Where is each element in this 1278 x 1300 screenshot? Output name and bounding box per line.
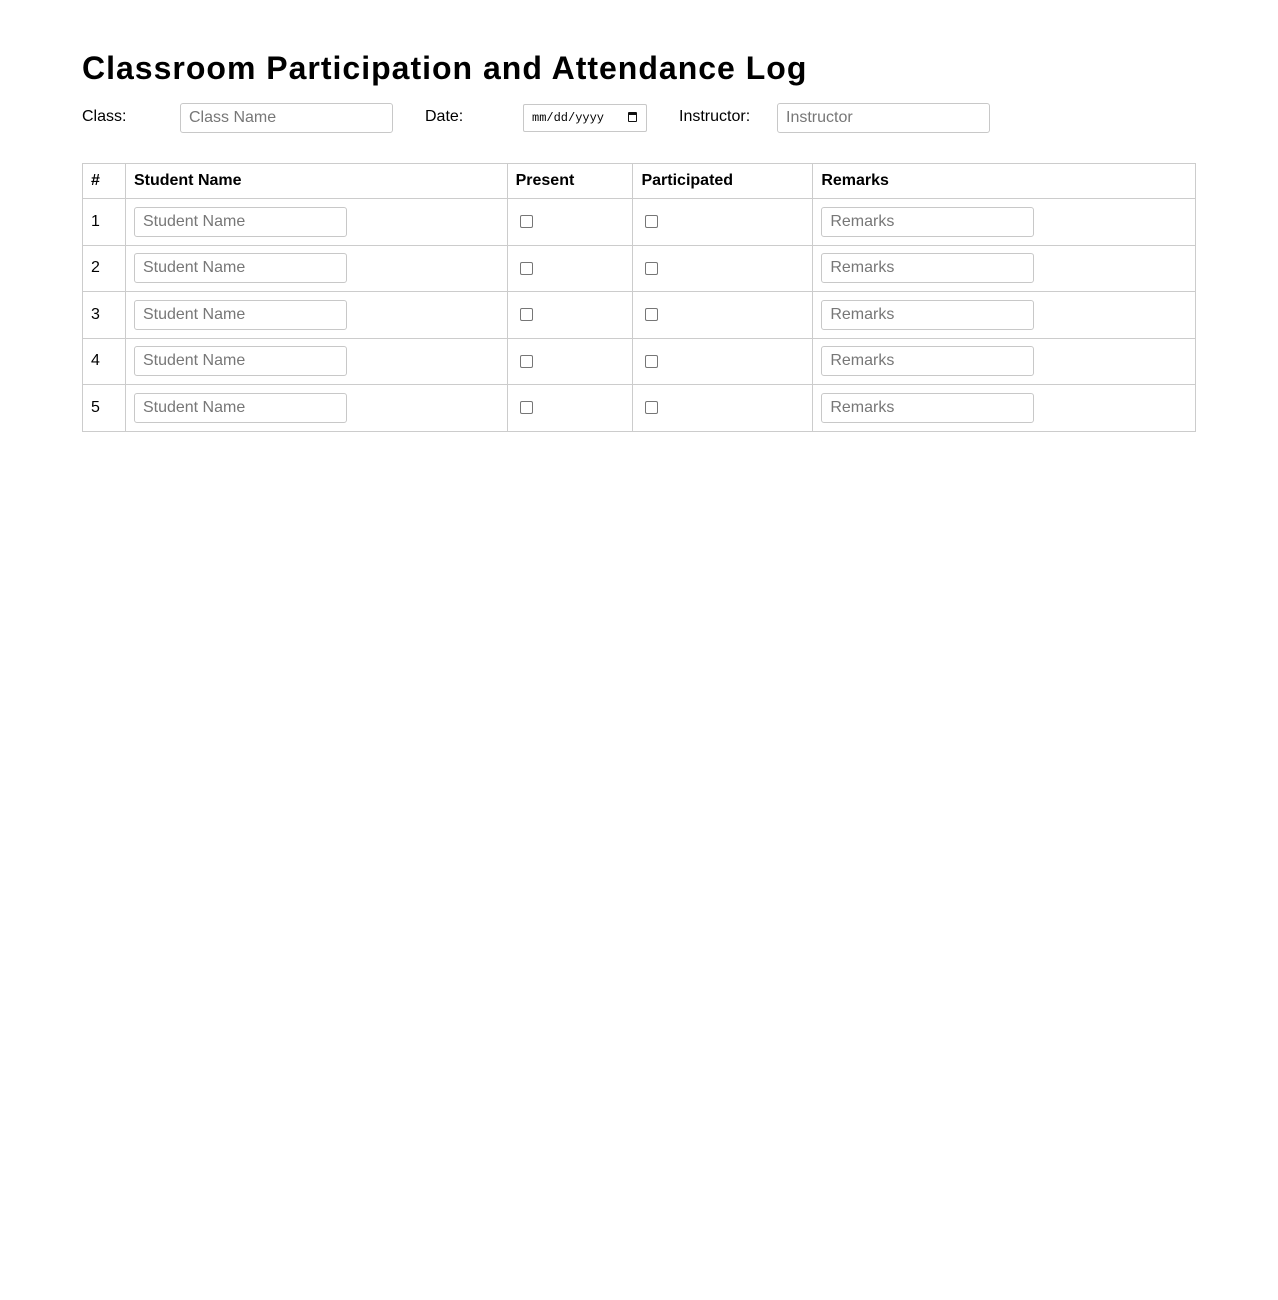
table-row: [83, 385, 1196, 432]
student-name-input[interactable]: [134, 393, 347, 423]
date-placeholder: mm/dd/yyyy: [532, 111, 605, 125]
remarks-input[interactable]: [821, 253, 1034, 283]
attendance-table: [82, 163, 1196, 432]
class-name-input[interactable]: [180, 103, 393, 133]
table-row: [83, 292, 1196, 339]
table-header-row: [83, 164, 1196, 199]
row-number: 1: [83, 199, 126, 246]
header-student-name: Student Name: [125, 164, 507, 199]
instructor-label: Instructor:: [679, 108, 751, 125]
row-number: 4: [83, 338, 126, 385]
table-row: [83, 199, 1196, 246]
header-number: #: [83, 164, 126, 199]
present-checkbox[interactable]: [520, 355, 533, 368]
present-checkbox[interactable]: [520, 262, 533, 275]
page-title: Classroom Participation and Attendance Log: [82, 50, 808, 86]
instructor-input[interactable]: [777, 103, 990, 133]
row-number: 3: [83, 292, 126, 339]
student-name-input[interactable]: [134, 346, 347, 376]
row-number: 2: [83, 245, 126, 292]
present-checkbox[interactable]: [520, 401, 533, 414]
table-row: [83, 245, 1196, 292]
remarks-input[interactable]: [821, 346, 1034, 376]
participated-checkbox[interactable]: [645, 355, 658, 368]
class-label: Class:: [82, 108, 127, 125]
calendar-icon[interactable]: [628, 112, 637, 122]
participated-checkbox[interactable]: [645, 308, 658, 321]
participated-checkbox[interactable]: [645, 215, 658, 228]
header-present: Present: [507, 164, 633, 199]
student-name-input[interactable]: [134, 253, 347, 283]
participated-checkbox[interactable]: [645, 401, 658, 414]
header-remarks: Remarks: [813, 164, 1196, 199]
remarks-input[interactable]: [821, 207, 1034, 237]
remarks-input[interactable]: [821, 300, 1034, 330]
header-participated: Participated: [633, 164, 813, 199]
class-info-row: [82, 103, 1196, 133]
table-row: [83, 338, 1196, 385]
row-number: 5: [83, 385, 126, 432]
remarks-input[interactable]: [821, 393, 1034, 423]
attendance-log-page: [82, 44, 1196, 416]
student-name-input[interactable]: [134, 300, 347, 330]
present-checkbox[interactable]: [520, 215, 533, 228]
student-name-input[interactable]: [134, 207, 347, 237]
present-checkbox[interactable]: [520, 308, 533, 321]
participated-checkbox[interactable]: [645, 262, 658, 275]
date-label: Date:: [425, 108, 464, 125]
date-input[interactable]: [523, 104, 647, 132]
